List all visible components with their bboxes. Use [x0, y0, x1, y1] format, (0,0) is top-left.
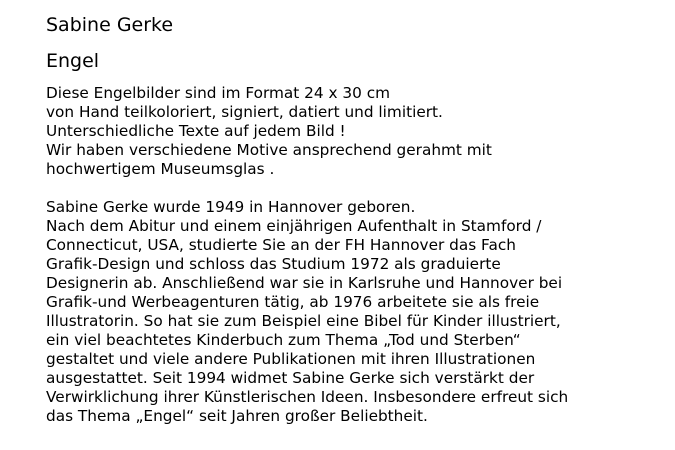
biography-line: Connecticut, USA, studierte Sie an der FH Hannover das Fach: [46, 236, 516, 254]
description-line: Diese Engelbilder sind im Format 24 x 30 cm: [46, 84, 391, 102]
biography-line: Grafik-und Werbeagenturen tätig, ab 1976 arbeitete sie als freie: [46, 293, 540, 311]
description-line: von Hand teilkoloriert, signiert, datiert und limitiert.: [46, 103, 443, 121]
description-line: Wir haben verschiedene Motive ansprechend gerahmt mit: [46, 141, 492, 159]
biography-line: gestaltet und viele andere Publikationen mit ihren Illustrationen: [46, 350, 536, 368]
biography-line: Verwirklichung ihrer Künstlerischen Ideen. Insbesondere erfreut sich: [46, 388, 569, 406]
document-title: Engel: [46, 50, 100, 72]
document-page: [46, 12, 666, 426]
biography-line: das Thema „Engel“ seit Jahren großer Beliebtheit.: [46, 407, 428, 425]
biography-line: Nach dem Abitur und einem einjährigen Aufenthalt in Stamford /: [46, 217, 542, 235]
description-paragraph: [46, 84, 666, 179]
biography-paragraph: [46, 198, 666, 426]
biography-line: Sabine Gerke wurde 1949 in Hannover geboren.: [46, 198, 416, 216]
description-line: Unterschiedliche Texte auf jedem Bild !: [46, 122, 346, 140]
biography-line: ein viel beachtetes Kinderbuch zum Thema „Tod und Sterben“: [46, 331, 521, 349]
biography-line: Illustratorin. So hat sie zum Beispiel eine Bibel für Kinder illustriert,: [46, 312, 561, 330]
artist-name: Sabine Gerke: [46, 14, 174, 36]
description-line: hochwertigem Museumsglas .: [46, 160, 275, 178]
biography-line: Grafik-Design und schloss das Studium 1972 als graduierte: [46, 255, 501, 273]
biography-line: ausgestattet. Seit 1994 widmet Sabine Gerke sich verstärkt der: [46, 369, 535, 387]
biography-line: Designerin ab. Anschließend war sie in Karlsruhe und Hannover bei: [46, 274, 563, 292]
